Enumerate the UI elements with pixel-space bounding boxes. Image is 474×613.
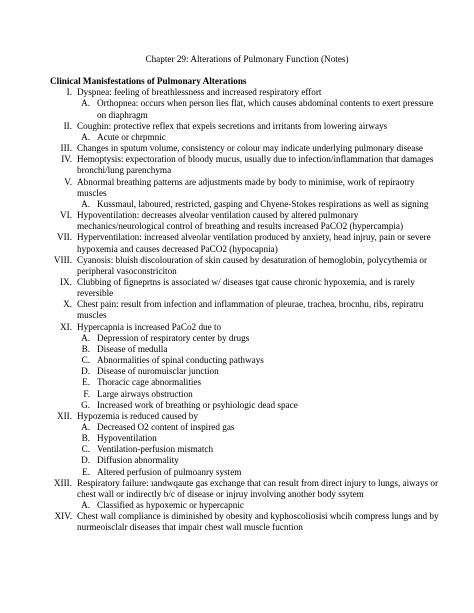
subitem-letter: A. — [81, 198, 90, 209]
page-title: Chapter 29: Alterations of Pulmonary Function (Notes) — [145, 54, 349, 64]
subitem-letter: B. — [81, 343, 90, 354]
item-text: Hemoptysis: expectoration of bloody mucus, usually due to infection/inflammation that damages bronchi/lung parenchyma — [77, 154, 434, 176]
outline-item — [50, 478, 444, 500]
subitem-text: Disease of nuromuisclar junction — [97, 366, 219, 377]
item-text: Chest wall compliance is diminished by obesity and kyphoscoliosisi whcih compress lungs and by nurmeoisclalr diseases that impair chest wall muscle fucntion — [77, 511, 439, 533]
outline-subitem — [50, 400, 444, 411]
subitem-text: Altered perfusion of pulmoanry system — [97, 466, 242, 477]
outline-subitem — [50, 467, 444, 478]
item-numeral: XII. — [56, 410, 72, 421]
item-text: Cyanosis: bluish discolouration of skin caused by desaturation of hemoglobin, polycythemia or peripheral vasoconstriciton — [77, 254, 428, 276]
subitem-text: Increased work of breathing or psyhiologic dead space — [97, 399, 298, 410]
item-text: Changes in sputum volume, consistency or colour may indicate underlying pulmonary disease — [77, 143, 423, 154]
item-numeral: VI. — [60, 210, 72, 221]
subitem-text: Classified as hypoxemic or hypercapnic — [97, 500, 244, 511]
item-numeral: III. — [60, 143, 72, 154]
outline-subitem — [50, 366, 444, 377]
outline-subitem — [50, 455, 444, 466]
item-text: Hypercapnia is increased PaCo2 due to — [77, 321, 222, 332]
item-numeral: IX. — [60, 276, 72, 287]
outline-subitem — [50, 344, 444, 355]
subitem-letter: A. — [81, 131, 90, 142]
item-numeral: X. — [63, 299, 72, 310]
outline-subitem — [50, 377, 444, 388]
subitem-text: Acute or chrpmnic — [97, 131, 166, 142]
subitem-text: Kussmaul, laboured, restricted, gasping and Chyene-Stokes respirations as well as signing — [97, 198, 429, 209]
item-numeral: IV. — [61, 154, 72, 165]
subitem-letter: F. — [83, 388, 90, 399]
item-numeral: VIII. — [53, 254, 72, 265]
subitem-text: Decreased O2 content of inspired gas — [97, 422, 235, 432]
item-numeral: I. — [66, 87, 72, 98]
outline-item — [50, 210, 444, 232]
subitem-letter: G. — [81, 399, 90, 410]
subitem-text: Disease of medulla — [97, 343, 168, 354]
outline-subitem — [50, 444, 444, 455]
outline-item — [50, 299, 444, 321]
subitem-letter: C. — [81, 355, 90, 366]
subitem-letter: A. — [81, 98, 90, 109]
subitem-letter: A. — [81, 332, 90, 343]
subitem-letter: A. — [81, 500, 90, 511]
outline-subitem — [50, 500, 444, 511]
outline-item — [50, 511, 444, 533]
subitem-text: Depression of respiratory center by drugs — [97, 332, 250, 343]
item-numeral: II. — [63, 120, 72, 131]
subitem-letter: D. — [81, 455, 90, 466]
outline-subitem — [50, 199, 444, 210]
item-text: Coughin: protective reflex that expels secretions and irritants from lowering airways — [77, 120, 388, 131]
section-heading: Clinical Manisfestations of Pulmonary Alterations — [50, 76, 247, 87]
subitem-letter: E. — [82, 466, 90, 477]
outline-subitem — [50, 422, 444, 433]
outline-item — [50, 322, 444, 333]
subitem-letter: D. — [81, 366, 90, 377]
item-text: Dyspnea: feeling of breathlessness and increased respiratory effort — [77, 87, 322, 98]
outline-subitem — [50, 433, 444, 444]
item-text: Chest pain: result from infection and inflammation of pleurae, trachea, brocnhu, ribs, repiratru muscles — [77, 299, 424, 321]
outline-item — [50, 87, 444, 98]
subitem-text: Ventilation-perfusion mismatch — [97, 444, 214, 455]
outline-item — [50, 143, 444, 154]
outline-item — [50, 232, 444, 254]
outline-subitem — [50, 333, 444, 344]
subitem-text: Hypoventilation — [97, 433, 157, 444]
subitem-letter: E. — [82, 377, 90, 388]
subitem-text: Orthopnea: occurs when person lies flat, which causes abdominal contents to exert pressure on diaphragm — [97, 98, 434, 120]
subitem-text: Thoracic cage abnormalities — [97, 377, 202, 388]
outline-list — [50, 87, 444, 533]
outline-item — [50, 177, 444, 199]
item-text: Hyperventilation: increased alveolar ventilation produced by anxiety, head injruy, pain or severe hypoxemia and causes decreased PaCO2 (hypocapnia) — [77, 232, 431, 254]
item-numeral: VII. — [56, 232, 72, 243]
item-numeral: XIV. — [54, 511, 72, 522]
item-numeral: XI. — [60, 321, 72, 332]
item-text: Hypoventilation: decreases alveolar ventilation caused by altered pulmonary mechanics/neurological control of breathing and results increased PaCO2 (hypercampia) — [77, 210, 404, 232]
item-numeral: XIII. — [53, 477, 72, 488]
subitem-letter: B. — [81, 433, 90, 444]
item-text: Respiratory failure: ıandwqaute gas exchange that can result from direct injury to lungs, aiways or chest wall or indirectly b/c of disease or injruy involving another body ssytem — [77, 477, 439, 499]
outline-item — [50, 154, 444, 176]
item-text: Abnormal breathing patterns are adjustments made by body to minimise, work of repiraotry muscles — [77, 176, 415, 198]
outline-item — [50, 255, 444, 277]
subitem-letter: A. — [81, 422, 90, 432]
subitem-text: Diffusion abnormality — [97, 455, 179, 466]
outline-item — [50, 277, 444, 299]
outline-item — [50, 411, 444, 422]
subitem-letter: C. — [81, 444, 90, 455]
subitem-text: Large airways obstruction — [97, 388, 193, 399]
outline-subitem — [50, 389, 444, 400]
item-text: Hypozemia is reduced caused by — [77, 410, 198, 421]
outline-item — [50, 121, 444, 132]
item-text: Clubbing of figneprtns is associated w/ diseases tgat cause chronic hypoxemia, and is rarely reversible — [77, 276, 415, 299]
outline-subitem — [50, 355, 444, 366]
outline-subitem — [50, 98, 444, 120]
subitem-text: Abnormalities of spinal conducting pathways — [97, 355, 264, 366]
item-numeral: V. — [64, 176, 72, 187]
outline-subitem — [50, 132, 444, 143]
